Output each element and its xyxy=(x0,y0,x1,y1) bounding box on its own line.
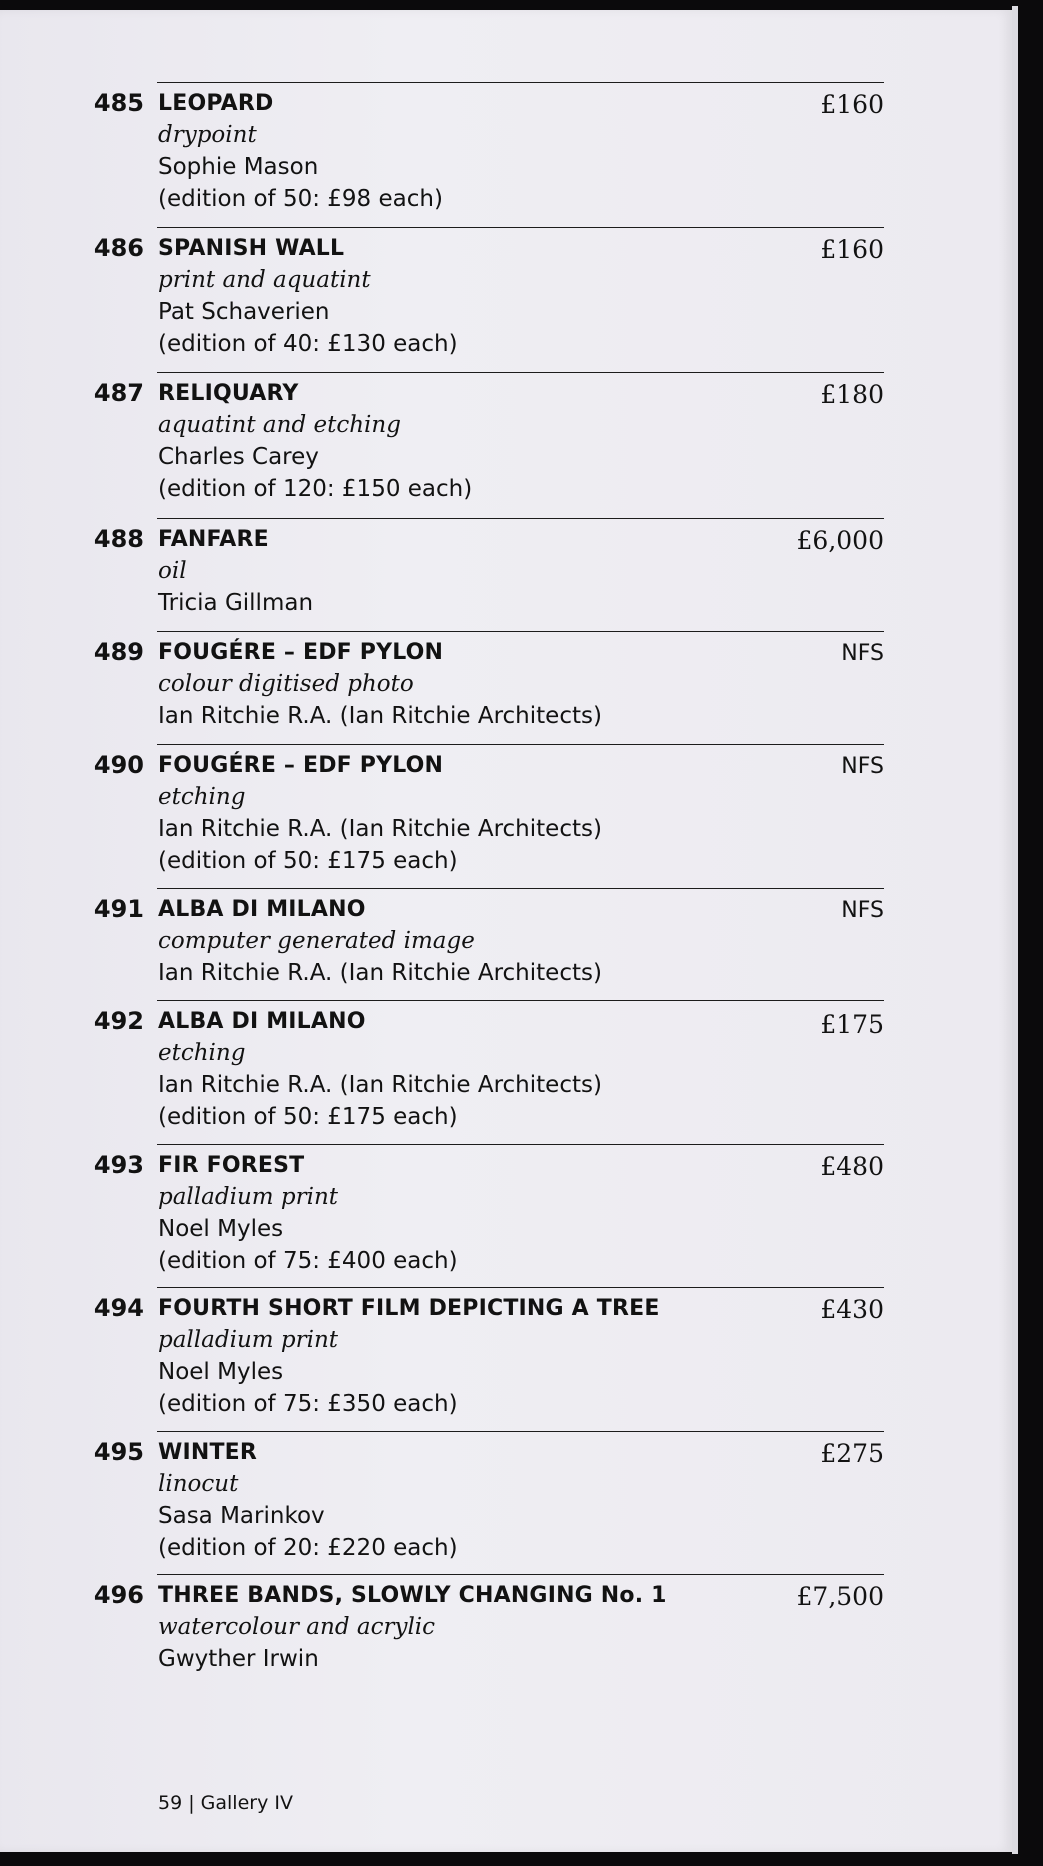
entry-artist: Gwyther Irwin xyxy=(158,1646,319,1672)
entry-title: ALBA DI MILANO xyxy=(158,897,366,922)
entry-number: 489 xyxy=(93,638,144,666)
entry-edition: (edition of 20: £220 each) xyxy=(158,1535,458,1561)
entry-number: 488 xyxy=(93,525,144,553)
entry-artist: Ian Ritchie R.A. (Ian Ritchie Architects) xyxy=(158,703,602,729)
entry-medium: drypoint xyxy=(158,122,257,148)
entry-artist: Pat Schaverien xyxy=(158,299,330,325)
entry-medium: colour digitised photo xyxy=(158,671,414,697)
entry-number: 491 xyxy=(93,895,144,923)
entry-edition: (edition of 120: £150 each) xyxy=(158,476,473,502)
entry-price: NFS xyxy=(841,754,884,779)
entry-price: £160 xyxy=(820,235,884,264)
entry-divider xyxy=(157,372,884,373)
entry-divider xyxy=(157,1287,884,1288)
entry-edition: (edition of 40: £130 each) xyxy=(158,331,458,357)
entry-divider xyxy=(157,227,884,228)
entry-title: FOUGÉRE – EDF PYLON xyxy=(158,753,444,778)
entry-number: 492 xyxy=(93,1007,144,1035)
entry-price: £7,500 xyxy=(796,1582,884,1611)
entry-price: NFS xyxy=(841,641,884,666)
entry-number: 495 xyxy=(93,1438,144,1466)
entry-number: 485 xyxy=(93,89,144,117)
entry-price: £430 xyxy=(820,1295,884,1324)
catalogue-page xyxy=(0,10,1012,1852)
entry-medium: linocut xyxy=(158,1471,239,1497)
entry-divider xyxy=(157,888,884,889)
entry-number: 494 xyxy=(93,1294,144,1322)
entry-title: SPANISH WALL xyxy=(158,236,345,261)
entry-title: RELIQUARY xyxy=(158,381,299,406)
entry-number: 493 xyxy=(93,1151,144,1179)
entry-divider xyxy=(157,631,884,632)
entry-medium: watercolour and acrylic xyxy=(158,1614,436,1640)
entry-price: £180 xyxy=(820,380,884,409)
entry-price: NFS xyxy=(841,898,884,923)
entry-divider xyxy=(157,82,884,83)
entry-number: 487 xyxy=(93,379,144,407)
entry-artist: Noel Myles xyxy=(158,1359,284,1385)
entry-title: ALBA DI MILANO xyxy=(158,1009,366,1034)
entry-artist: Sophie Mason xyxy=(158,154,319,180)
entry-edition: (edition of 75: £400 each) xyxy=(158,1248,458,1274)
entry-medium: palladium print xyxy=(158,1327,339,1353)
entry-divider xyxy=(157,1431,884,1432)
entry-edition: (edition of 50: £98 each) xyxy=(158,186,443,212)
entry-artist: Charles Carey xyxy=(158,444,319,470)
entry-medium: aquatint and etching xyxy=(158,412,401,438)
entry-number: 496 xyxy=(93,1581,144,1609)
entry-title: WINTER xyxy=(158,1440,258,1465)
entry-title: FOUGÉRE – EDF PYLON xyxy=(158,640,444,665)
entry-edition: (edition of 75: £350 each) xyxy=(158,1391,458,1417)
entry-artist: Sasa Marinkov xyxy=(158,1503,325,1529)
entry-medium: print and aquatint xyxy=(158,267,371,293)
entry-title: FOURTH SHORT FILM DEPICTING A TREE xyxy=(158,1296,660,1321)
entry-title: FIR FOREST xyxy=(158,1153,305,1178)
entry-price: £275 xyxy=(820,1439,884,1468)
entry-edition: (edition of 50: £175 each) xyxy=(158,848,458,874)
entry-edition: (edition of 50: £175 each) xyxy=(158,1104,458,1130)
entry-divider xyxy=(157,744,884,745)
entry-number: 490 xyxy=(93,751,144,779)
page-footer: 59 | Gallery IV xyxy=(158,1792,293,1814)
page-edge xyxy=(1012,6,1018,1854)
entry-divider xyxy=(157,1574,884,1575)
entry-price: £160 xyxy=(820,90,884,119)
entry-medium: computer generated image xyxy=(158,928,475,954)
entry-artist: Ian Ritchie R.A. (Ian Ritchie Architects) xyxy=(158,1072,602,1098)
entry-price: £6,000 xyxy=(796,526,884,555)
entry-price: £175 xyxy=(820,1010,884,1039)
entry-divider xyxy=(157,1144,884,1145)
entry-artist: Ian Ritchie R.A. (Ian Ritchie Architects) xyxy=(158,816,602,842)
entry-number: 486 xyxy=(93,234,144,262)
entry-title: FANFARE xyxy=(158,527,269,552)
entry-medium: etching xyxy=(158,784,246,810)
entry-medium: oil xyxy=(158,558,187,584)
entry-medium: palladium print xyxy=(158,1184,339,1210)
entry-artist: Noel Myles xyxy=(158,1216,284,1242)
entry-price: £480 xyxy=(820,1152,884,1181)
entry-title: THREE BANDS, SLOWLY CHANGING No. 1 xyxy=(158,1583,667,1608)
entry-title: LEOPARD xyxy=(158,91,274,116)
entry-divider xyxy=(157,1000,884,1001)
entry-medium: etching xyxy=(158,1040,246,1066)
entry-artist: Tricia Gillman xyxy=(158,590,314,616)
entry-divider xyxy=(157,518,884,519)
entry-artist: Ian Ritchie R.A. (Ian Ritchie Architects) xyxy=(158,960,602,986)
